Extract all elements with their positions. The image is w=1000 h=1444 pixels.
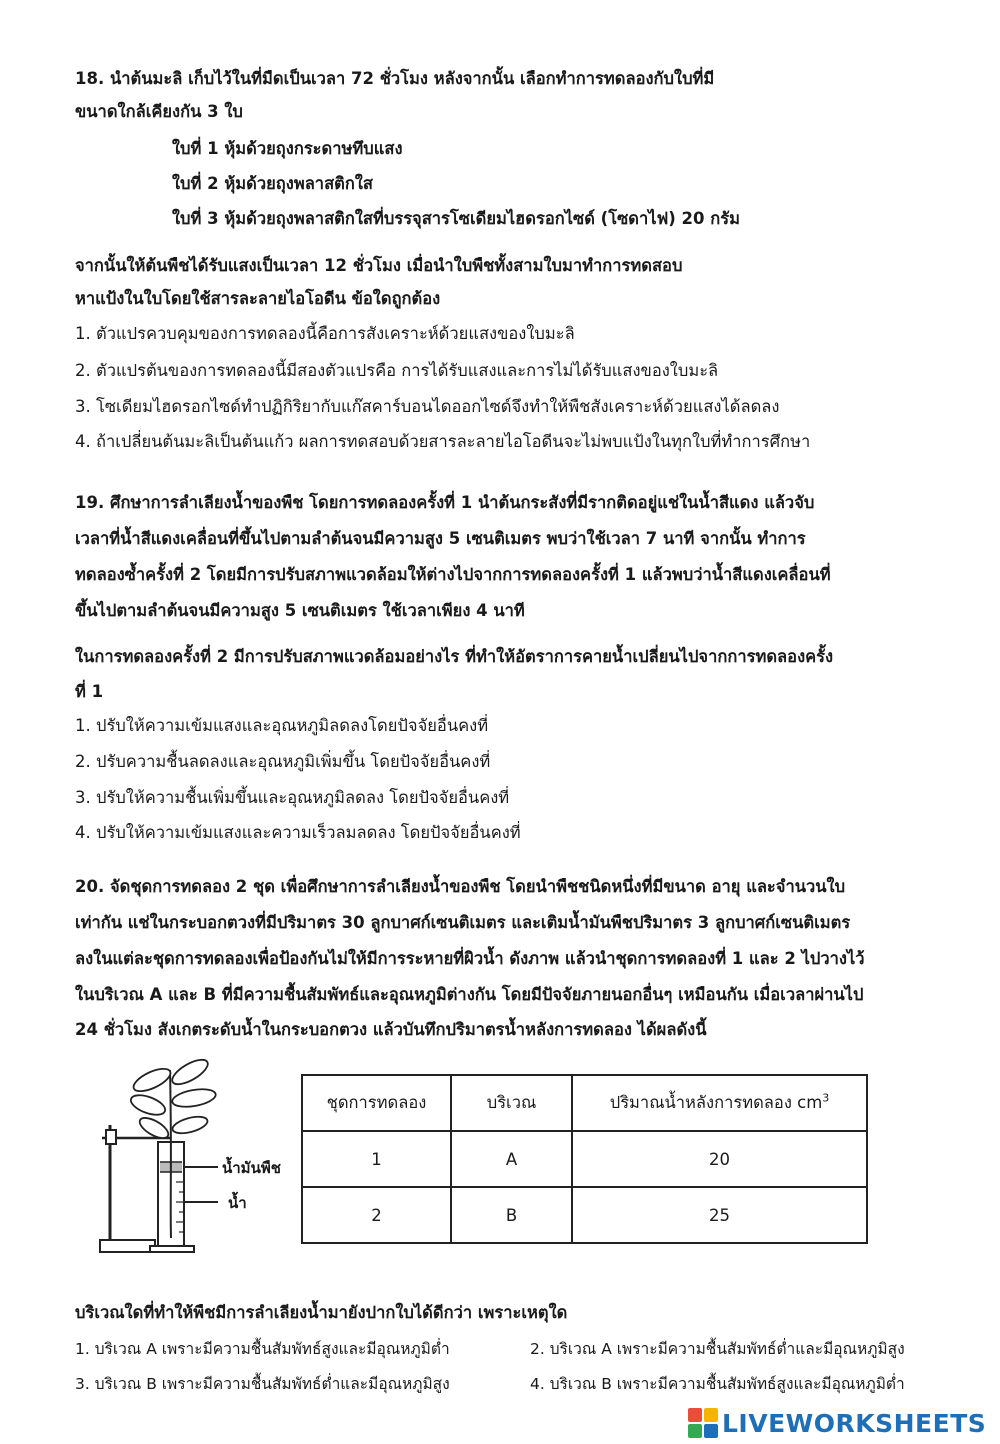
q18-stem-line-1: 18. นำต้นมะลิ เก็บไว้ในที่มืดเป็นเวลา 72 ชั่วโมง หลังจากนั้น เลือกทำการทดลองกับใบที่มี (75, 69, 715, 88)
logo-mark-cell (704, 1424, 718, 1438)
q18-option-2[interactable]: 2. ตัวแปรต้นของการทดลองนี้มีสองตัวแปรคือ การได้รับแสงและการไม่ได้รับแสงของใบมะลิ (75, 361, 719, 380)
table-header-row (302, 1075, 867, 1131)
header-volume-text: ปริมาณน้ำหลังการทดลอง cm (609, 1093, 823, 1112)
q20-option-1[interactable]: 1. บริเวณ A เพราะมีความชื้นสัมพัทธ์สูงและมีอุณหภูมิต่ำ (75, 1340, 450, 1358)
logo-mark-cell (688, 1408, 702, 1422)
q19-option-3[interactable]: 3. ปรับให้ความชื้นเพิ่มขึ้นและอุณหภูมิลดลง โดยปัจจัยอื่นคงที่ (75, 788, 510, 807)
q18-option-4[interactable]: 4. ถ้าเปลี่ยนต้นมะลิเป็นต้นแก้ว ผลการทดสอบด้วยสารละลายไอโอดีนจะไม่พบแป้งในทุกใบที่ทำการศึกษา (75, 432, 811, 451)
q19-stem-line-4: ขึ้นไปตามลำต้นจนมีความสูง 5 เซนติเมตร ใช้เวลาเพียง 4 นาที (75, 601, 525, 620)
q20-option-4[interactable]: 4. บริเวณ B เพราะมีความชื้นสัมพัทธ์สูงและมีอุณหภูมิต่ำ (530, 1375, 905, 1393)
q19-option-2[interactable]: 2. ปรับความชื้นลดลงและอุณหภูมิเพิ่มขึ้น โดยปัจจัยอื่นคงที่ (75, 752, 491, 771)
apparatus-figure (80, 1050, 320, 1270)
q18-leaf-2: ใบที่ 2 หุ้มด้วยถุงพลาสติกใส (172, 174, 373, 193)
liveworksheets-logo[interactable] (688, 1406, 986, 1440)
q20-stem-line-4: ในบริเวณ A และ B ที่มีความชื้นสัมพัทธ์และอุณหภูมิต่างกัน โดยมีปัจจัยภายนอกอื่นๆ เหมือนกัน เมื่อเวลาผ่านไป (75, 985, 864, 1004)
q19-stem-line-2: เวลาที่น้ำสีแดงเคลื่อนที่ขึ้นไปตามลำต้นจนมีความสูง 5 เซนติเมตร พบว่าใช้เวลา 7 นาที จากนั้น ทำการ (75, 529, 806, 548)
liveworksheets-logo-icon (688, 1408, 718, 1438)
q20-question: บริเวณใดที่ทำให้พืชมีการลำเลียงน้ำมายังปากใบได้ดีกว่า เพราะเหตุใด (75, 1303, 568, 1322)
q19-question-line-1: ในการทดลองครั้งที่ 2 มีการปรับสภาพแวดล้อมอย่างไร ที่ทำให้อัตราการคายน้ำเปลี่ยนไปจากการทดลองครั้ง (75, 647, 834, 666)
q19-option-1[interactable]: 1. ปรับให้ความเข้มแสงและอุณหภูมิลดลงโดยปัจจัยอื่นคงที่ (75, 716, 489, 735)
oil-label: น้ำมันพืช (222, 1159, 281, 1177)
q19-option-4[interactable]: 4. ปรับให้ความเข้มแสงและความเร็วลมลดลง โดยปัจจัยอื่นคงที่ (75, 823, 521, 842)
q18-leaf-1: ใบที่ 1 หุ้มด้วยถุงกระดาษทึบแสง (172, 139, 403, 158)
q18-option-1[interactable]: 1. ตัวแปรควบคุมของการทดลองนี้คือการสังเคราะห์ด้วยแสงของใบมะลิ (75, 324, 575, 343)
header-area: บริเวณ (451, 1075, 572, 1131)
header-volume-exponent: 3 (822, 1091, 830, 1105)
q19-stem-line-3: ทดลองซ้ำครั้งที่ 2 โดยมีการปรับสภาพแวดล้อมให้ต่างไปจากการทดลองครั้งที่ 1 แล้วพบว่าน้ำสีแดงเคลื่อนที่ (75, 565, 831, 584)
row2-set: 2 (302, 1187, 451, 1243)
q20-stem-line-2: เท่ากัน แช่ในกระบอกตวงที่มีปริมาตร 30 ลูกบาศก์เซนติเมตร และเติมน้ำมันพืชปริมาตร 3 ลูกบาศก์เซนติเมตร (75, 913, 851, 932)
row1-set: 1 (302, 1131, 451, 1187)
q20-stem-line-5: 24 ชั่วโมง สังเกตระดับน้ำในกระบอกตวง แล้วบันทึกปริมาตรน้ำหลังการทดลอง ได้ผลดังนี้ (75, 1020, 707, 1039)
q20-stem-line-1: 20. จัดชุดการทดลอง 2 ชุด เพื่อศึกษาการลำเลียงน้ำของพืช โดยนำพืชชนิดหนึ่งที่มีขนาด อายุ และจำนวนใบ (75, 877, 846, 896)
q18-option-3[interactable]: 3. โซเดียมไฮดรอกไซด์ทำปฏิกิริยากับแก๊สคาร์บอนไดออกไซด์จึงทำให้พืชสังเคราะห์ด้วยแสงได้ลดลง (75, 397, 780, 416)
row1-area: A (451, 1131, 572, 1187)
table-row (302, 1131, 867, 1187)
logo-mark-cell (704, 1408, 718, 1422)
q20-option-2[interactable]: 2. บริเวณ A เพราะมีความชื้นสัมพัทธ์ต่ำและมีอุณหภูมิสูง (530, 1340, 905, 1358)
plant-cylinder-illustration (80, 1050, 320, 1270)
logo-text: LIVEWORKSHEETS (722, 1408, 987, 1438)
q18-stem-line-2: ขนาดใกล้เคียงกัน 3 ใบ (75, 102, 243, 121)
table-row (302, 1187, 867, 1243)
header-set: ชุดการทดลอง (302, 1075, 451, 1131)
q19-stem-line-1: 19. ศึกษาการลำเลียงน้ำของพืช โดยการทดลองครั้งที่ 1 นำต้นกระสังที่มีรากติดอยู่แช่ในน้ำสีแดง แล้วจับ (75, 493, 815, 512)
q20-option-3[interactable]: 3. บริเวณ B เพราะมีความชื้นสัมพัทธ์ต่ำและมีอุณหภูมิสูง (75, 1375, 450, 1393)
q18-stem-line-3: จากนั้นให้ต้นพืชได้รับแสงเป็นเวลา 12 ชั่วโมง เมื่อนำใบพืชทั้งสามใบมาทำการทดสอบ (75, 256, 683, 275)
row2-area: B (451, 1187, 572, 1243)
row1-volume: 20 (572, 1131, 867, 1187)
row2-volume: 25 (572, 1187, 867, 1243)
q19-question-line-2: ที่ 1 (75, 682, 104, 701)
logo-mark-cell (688, 1424, 702, 1438)
q18-leaf-3: ใบที่ 3 หุ้มด้วยถุงพลาสติกใสที่บรรจุสารโซเดียมไฮดรอกไซด์ (โซดาไฟ) 20 กรัม (172, 209, 740, 228)
q20-stem-line-3: ลงในแต่ละชุดการทดลองเพื่อป้องกันไม่ให้มีการระหายที่ผิวน้ำ ดังภาพ แล้วนำชุดการทดลองที่ 1 และ 2 ไปวางไว้ (75, 949, 865, 968)
header-volume (572, 1075, 867, 1131)
q18-stem-line-4: หาแป้งในใบโดยใช้สารละลายไอโอดีน ข้อใดถูกต้อง (75, 289, 441, 308)
water-label: น้ำ (228, 1194, 247, 1212)
results-table (301, 1074, 868, 1244)
